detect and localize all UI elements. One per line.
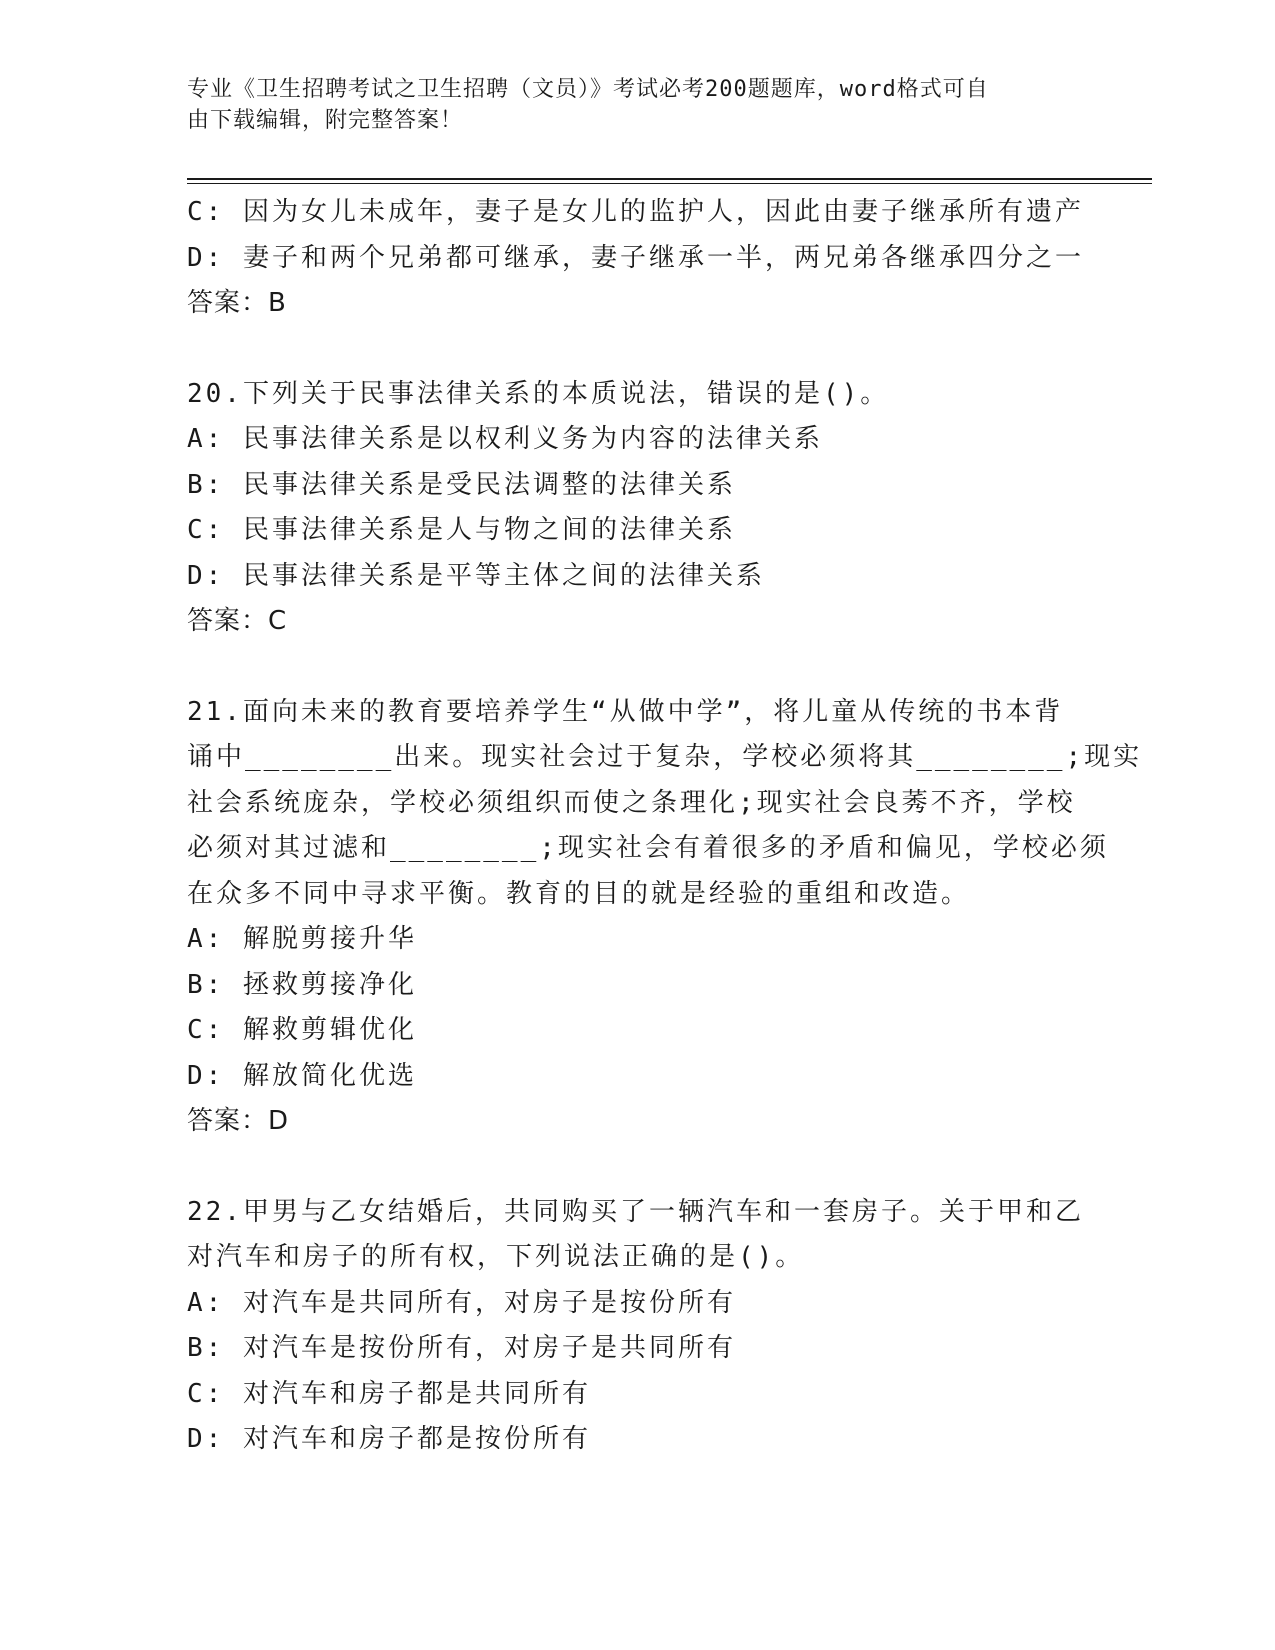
option-a: A: 民事法律关系是以权利义务为内容的法律关系	[187, 424, 823, 454]
question-list	[187, 190, 1143, 1463]
question-stem-line: 必须对其过滤和________;现实社会有着很多的矛盾和偏见，学校必须	[187, 833, 1109, 863]
header-divider-thin	[187, 183, 1152, 184]
option-d: D: 妻子和两个兄弟都可继承，妻子继承一半，两兄弟各继承四分之一	[187, 242, 1084, 273]
option-b: B: 对汽车是按份所有，对房子是共同所有	[187, 1333, 736, 1363]
question-19	[187, 190, 1084, 327]
header-line-2: 由下载编辑，附完整答案！	[187, 108, 464, 133]
question-stem-line: 对汽车和房子的所有权，下列说法正确的是()。	[187, 1242, 805, 1272]
option-c: C: 解救剪辑优化	[187, 1015, 417, 1045]
page-header	[187, 74, 1067, 136]
option-d: D: 对汽车和房子都是按份所有	[187, 1424, 591, 1454]
option-d: D: 解放简化优选	[187, 1060, 417, 1091]
option-c: C: 民事法律关系是人与物之间的法律关系	[187, 515, 736, 545]
question-stem-line: 社会系统庞杂，学校必须组织而使之条理化;现实社会良莠不齐，学校	[187, 787, 1076, 818]
question-21	[187, 690, 1143, 1145]
option-a: A: 解脱剪接升华	[187, 924, 417, 954]
header-divider-thick	[187, 178, 1152, 180]
question-stem: 20.下列关于民事法律关系的本质说法，错误的是()。	[187, 378, 890, 409]
answer: 答案：B	[187, 288, 287, 318]
option-a: A: 对汽车是共同所有，对房子是按份所有	[187, 1287, 736, 1318]
answer: 答案：D	[187, 1106, 290, 1136]
spacer	[187, 1145, 1067, 1190]
option-b: B: 民事法律关系是受民法调整的法律关系	[187, 469, 736, 500]
question-20	[187, 372, 1067, 645]
question-stem-line: 21.面向未来的教育要培养学生“从做中学”，将儿童从传统的书本背	[187, 696, 1064, 727]
option-d: D: 民事法律关系是平等主体之间的法律关系	[187, 560, 765, 591]
question-stem-line: 在众多不同中寻求平衡。教育的目的就是经验的重组和改造。	[187, 878, 971, 909]
question-stem-line: 诵中________出来。现实社会过于复杂，学校必须将其________;现实	[187, 742, 1143, 772]
header-line-1: 专业《卫生招聘考试之卫生招聘（文员）》考试必考200题题库，word格式可自	[187, 77, 989, 102]
spacer	[187, 645, 1067, 690]
option-c: C: 因为女儿未成年，妻子是女儿的监护人，因此由妻子继承所有遗产	[187, 197, 1084, 227]
spacer	[187, 327, 1067, 372]
option-c: C: 对汽车和房子都是共同所有	[187, 1378, 591, 1409]
answer: 答案：C	[187, 606, 288, 636]
question-22	[187, 1190, 1084, 1463]
question-stem-line: 22.甲男与乙女结婚后，共同购买了一辆汽车和一套房子。关于甲和乙	[187, 1196, 1084, 1227]
option-b: B: 拯救剪接净化	[187, 969, 417, 1000]
